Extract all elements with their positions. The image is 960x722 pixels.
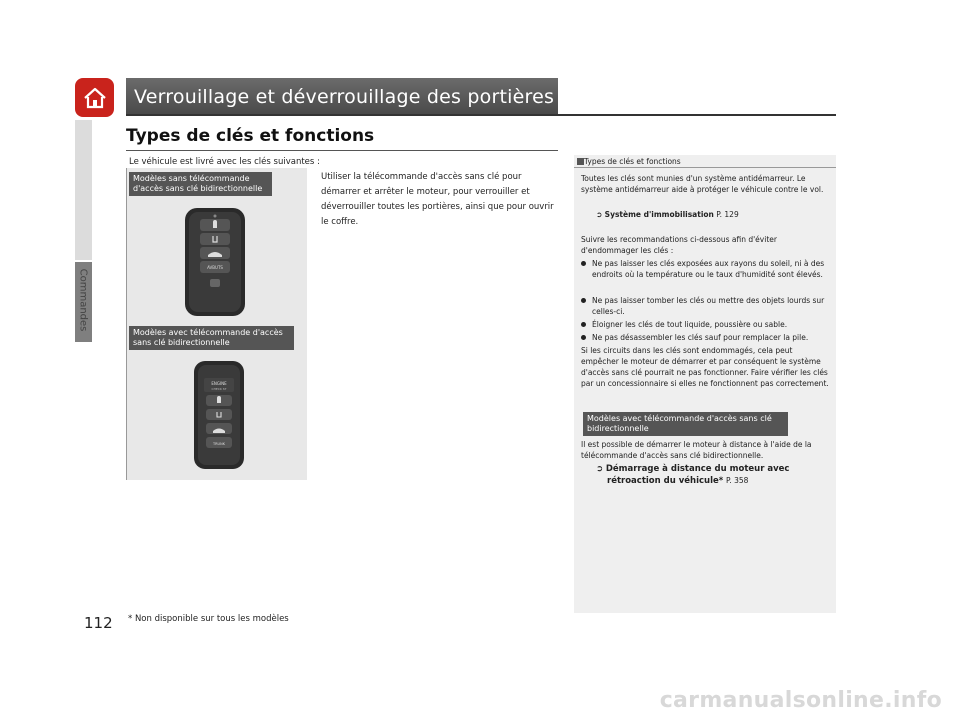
- watermark-text: carmanualsonline.info: [659, 688, 942, 713]
- bullet-icon: [581, 322, 586, 327]
- model-label-without-bidirectional: Modèles sans télécommande d'accès sans clé bidirectionnelle: [129, 172, 272, 196]
- note-paragraph-3: Si les circuits dans les clés sont endommagés, cela peut empêcher le moteur de démarrer et par conséquent le système d'accès sans clé pourrait ne pas fonctionner. Faire vérifier les clés par un concessionnaire si elles ne fonctionnent pas correctement.: [581, 346, 829, 388]
- section-title: Types de clés et fonctions: [126, 126, 375, 146]
- fob2-top-label-1: ENGINE: [211, 381, 227, 386]
- key-fob-bidirectional-image: [193, 360, 245, 470]
- side-tab-bar: [75, 120, 92, 260]
- xref-immobilizer-label: Système d'immobilisation: [604, 210, 714, 219]
- footnote: * Non disponible sur tous les modèles: [128, 614, 289, 624]
- bullet-icon: [581, 298, 586, 303]
- fob2-top-label-2: CHECK ST: [211, 387, 227, 391]
- home-icon: [82, 86, 108, 110]
- note-paragraph-2: Suivre les recommandations ci-dessous afin d'éviter d'endommager les clés :: [581, 235, 777, 255]
- xref-arrow-icon: ➲: [596, 210, 605, 219]
- description-text: Utiliser la télécommande d'accès sans clé pour démarrer et arrêter le moteur, pour verrouiller et déverrouiller toutes les portières, ainsi que pour ouvrir le coffre.: [321, 172, 554, 227]
- note-marker-icon: [577, 158, 584, 165]
- model-label-with-bidirectional: Modèles avec télécommande d'accès sans clé bidirectionnelle: [129, 326, 294, 350]
- note-bullet: Ne pas laisser les clés exposées aux rayons du soleil, ni à des endroits où la température ou le taux d'humidité sont élevés.: [581, 258, 829, 280]
- page-number: 112: [84, 614, 113, 632]
- note-paragraph-1: Toutes les clés sont munies d'un système antidémarreur. Le système antidémarreur aide à protéger le véhicule contre le vol.: [581, 174, 824, 194]
- xref-remote-start-label-2: rétroaction du véhicule: [607, 476, 719, 486]
- section-rule: [126, 150, 558, 151]
- note-paragraph-4: Il est possible de démarrer le moteur à distance à l'aide de la télécommande d'accès sans clé bidirectionnelle.: [581, 440, 812, 460]
- xref-remote-start-star: *: [718, 476, 724, 486]
- note-bullet: Ne pas désassembler les clés sauf pour remplacer la pile.: [581, 332, 829, 343]
- xref-immobilizer[interactable]: [596, 210, 739, 219]
- xref-remote-start-label-1: Démarrage à distance du moteur avec: [605, 464, 790, 474]
- bullet-icon: [581, 261, 586, 266]
- intro-text: Le véhicule est livré avec les clés suivantes :: [129, 157, 320, 167]
- xref-arrow-icon: ➲: [596, 464, 606, 474]
- bullet-icon: [581, 335, 586, 340]
- note-bullet: Ne pas laisser tomber les clés ou mettre des objets lourds sur celles-ci.: [581, 295, 829, 317]
- xref-remote-start[interactable]: [596, 463, 789, 487]
- fob1-button-label: AVBUTS: [207, 265, 223, 270]
- note-bullet: Éloigner les clés de tout liquide, poussière ou sable.: [581, 319, 829, 330]
- fob2-button-label: TRUNK: [212, 442, 226, 446]
- chapter-rule: [126, 114, 836, 116]
- home-tab-button[interactable]: [75, 78, 114, 117]
- note-title: Types de clés et fonctions: [584, 157, 681, 166]
- chapter-title: Verrouillage et déverrouillage des portières: [134, 86, 555, 108]
- side-tab-label: Commandes: [77, 268, 89, 332]
- xref-immobilizer-page: P. 129: [716, 210, 739, 219]
- xref-remote-start-page: P. 358: [725, 476, 749, 485]
- note-model-label: Modèles avec télécommande d'accès sans clé bidirectionnelle: [583, 412, 788, 436]
- key-fob-standard-image: [184, 207, 246, 317]
